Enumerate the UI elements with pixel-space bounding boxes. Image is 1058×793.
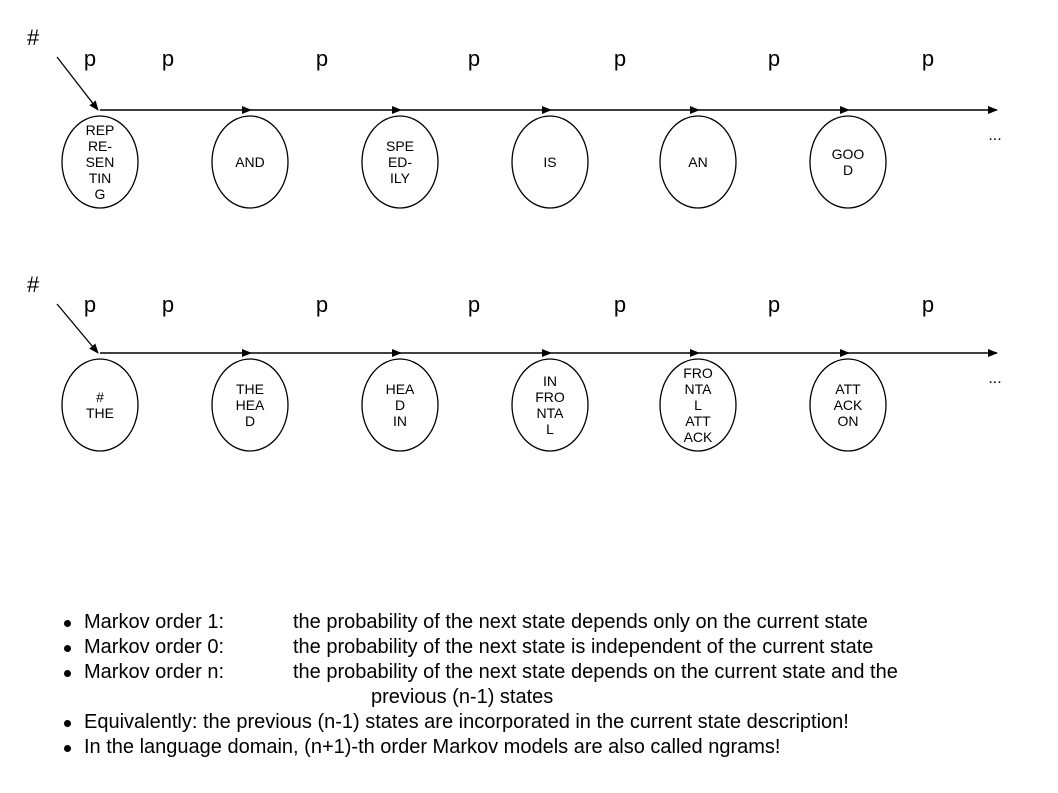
state-node bbox=[212, 116, 288, 208]
transition-prob-label: p bbox=[161, 46, 175, 71]
state-label: G bbox=[94, 186, 106, 202]
state-node bbox=[62, 359, 138, 451]
transition-arrowhead bbox=[690, 106, 700, 114]
bullet-continuation: previous (n-1) states bbox=[371, 686, 554, 708]
transition-prob-label: p bbox=[161, 292, 175, 317]
state-node bbox=[362, 359, 438, 451]
bullet-item bbox=[62, 710, 1052, 735]
bullet-dot bbox=[64, 670, 71, 677]
state-node bbox=[660, 359, 736, 451]
bullet-item bbox=[62, 660, 1052, 685]
bullet-term: Markov order 0: bbox=[84, 636, 225, 658]
transition-prob-label: p bbox=[767, 292, 781, 317]
transition-arrowhead bbox=[542, 106, 552, 114]
start-hash: # bbox=[27, 25, 40, 50]
state-node bbox=[810, 116, 886, 208]
state-label: REP bbox=[85, 122, 115, 138]
transition-prob-label: p bbox=[467, 46, 481, 71]
transition-prob-label: p bbox=[83, 292, 97, 317]
state-label: FRO bbox=[535, 389, 565, 405]
state-label: ACK bbox=[833, 397, 863, 413]
bullet-text: the probability of the next state is independent of the current state bbox=[293, 636, 874, 658]
transition-arrowhead bbox=[840, 349, 850, 357]
state-label: IN bbox=[393, 413, 407, 429]
transition-prob-label: p bbox=[767, 46, 781, 71]
state-label: THE bbox=[86, 405, 114, 421]
state-node bbox=[212, 359, 288, 451]
transition-prob-label: p bbox=[315, 292, 329, 317]
bullet-item bbox=[62, 610, 1052, 635]
state-label: D bbox=[244, 413, 256, 429]
transition-arrowhead bbox=[690, 349, 700, 357]
state-node bbox=[660, 116, 736, 208]
state-label: NTA bbox=[684, 381, 712, 397]
state-label: HEA bbox=[385, 381, 415, 397]
transition-prob-label: p bbox=[613, 292, 627, 317]
transition-prob-label: p bbox=[921, 292, 935, 317]
bullet-dot bbox=[64, 745, 71, 752]
bullet-dot bbox=[64, 720, 71, 727]
state-label: SEN bbox=[85, 154, 115, 170]
state-label: NTA bbox=[536, 405, 564, 421]
state-label: IS bbox=[543, 154, 557, 170]
transition-prob-label: p bbox=[83, 46, 97, 71]
state-label: THE bbox=[236, 381, 264, 397]
state-label: AN bbox=[688, 154, 708, 170]
transition-prob-label: p bbox=[467, 292, 481, 317]
bullet-text: the probability of the next state depends on the current state and the bbox=[293, 661, 898, 683]
state-label: L bbox=[694, 397, 702, 413]
state-node bbox=[512, 116, 588, 208]
bullet-item bbox=[62, 735, 1052, 760]
state-label: TIN bbox=[88, 170, 112, 186]
bullet-dot bbox=[64, 620, 71, 627]
state-label: GOO bbox=[831, 146, 865, 162]
state-label: ACK bbox=[683, 429, 713, 445]
state-label: RE- bbox=[87, 138, 113, 154]
bullet-list bbox=[62, 610, 1052, 760]
bullet-text: In the language domain, (n+1)-th order Markov models are also called ngrams! bbox=[84, 736, 781, 758]
state-label: ILY bbox=[390, 170, 410, 186]
bullet-term: Markov order 1: bbox=[84, 611, 225, 633]
transition-prob-label: p bbox=[315, 46, 329, 71]
transition-arrowhead bbox=[840, 106, 850, 114]
transition-prob-label: p bbox=[921, 46, 935, 71]
bullet-text: the probability of the next state depends only on the current state bbox=[293, 611, 868, 633]
start-hash: # bbox=[27, 272, 40, 297]
transition-prob-label: p bbox=[613, 46, 627, 71]
state-label: ON bbox=[837, 413, 859, 429]
state-node bbox=[62, 116, 138, 208]
transition-arrowhead bbox=[392, 106, 402, 114]
transition-arrowhead bbox=[242, 106, 252, 114]
state-label: D bbox=[842, 162, 854, 178]
state-label: AND bbox=[235, 154, 265, 170]
state-node bbox=[810, 359, 886, 451]
state-label: ED- bbox=[387, 154, 413, 170]
state-label: L bbox=[546, 421, 554, 437]
chain-row bbox=[27, 272, 1002, 451]
bullet-text: Equivalently: the previous (n-1) states are incorporated in the current state description! bbox=[84, 711, 849, 733]
state-label: IN bbox=[543, 373, 557, 389]
state-label: ATT bbox=[685, 413, 711, 429]
bullet-dot bbox=[64, 645, 71, 652]
continuation-ellipsis: ... bbox=[988, 370, 1002, 387]
transition-arrowhead bbox=[392, 349, 402, 357]
state-label: # bbox=[96, 389, 104, 405]
transition-arrowhead bbox=[542, 349, 552, 357]
bullet-item bbox=[62, 635, 1052, 660]
state-label: SPE bbox=[385, 138, 415, 154]
chain-row bbox=[27, 25, 1002, 208]
state-label: ATT bbox=[835, 381, 861, 397]
state-node bbox=[362, 116, 438, 208]
state-node bbox=[512, 359, 588, 451]
bullet-term: Markov order n: bbox=[84, 661, 225, 683]
transition-arrowhead bbox=[242, 349, 252, 357]
state-label: HEA bbox=[235, 397, 265, 413]
continuation-ellipsis: ... bbox=[988, 127, 1002, 144]
state-label: FRO bbox=[683, 365, 713, 381]
state-label: D bbox=[394, 397, 406, 413]
